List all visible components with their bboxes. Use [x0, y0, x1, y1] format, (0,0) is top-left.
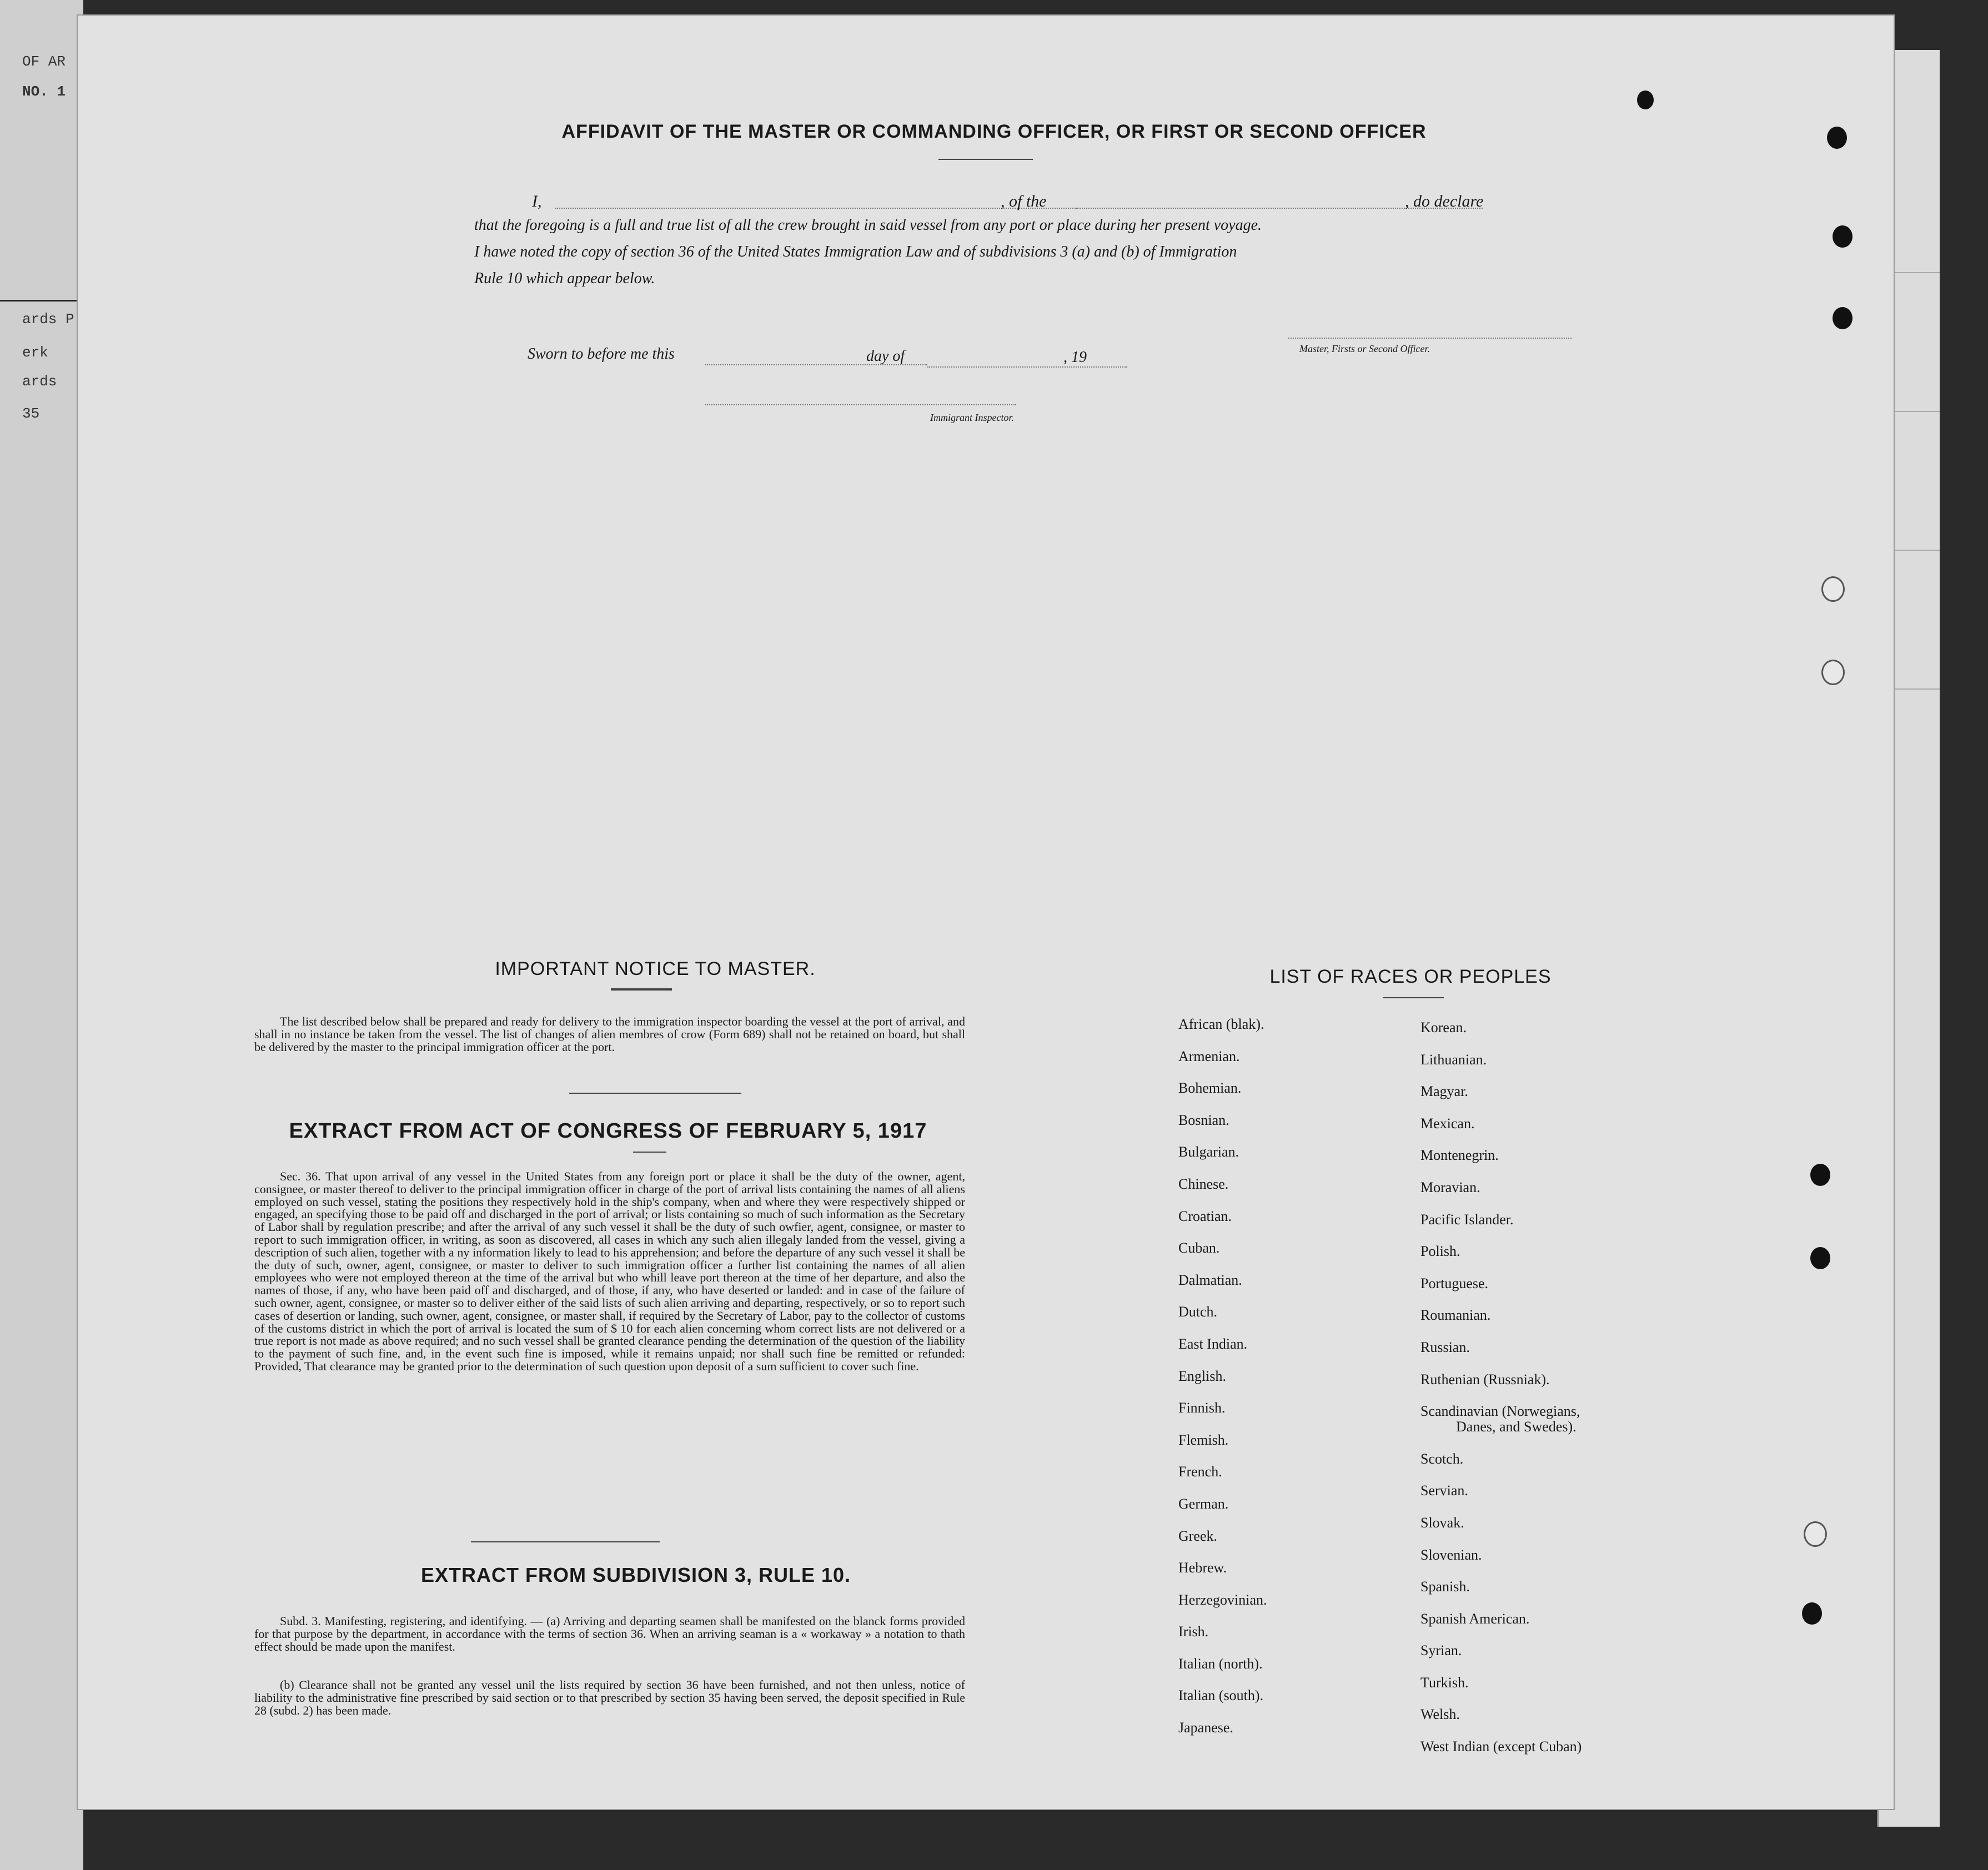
punch-hole	[1637, 91, 1654, 109]
side-fragment: OF AR	[22, 53, 66, 70]
declarant-name-field[interactable]	[555, 208, 1077, 209]
punch-hole	[1804, 1521, 1827, 1547]
race-item: English.	[1178, 1368, 1226, 1384]
race-item: Danes, and Swedes).	[1456, 1419, 1577, 1435]
races-right-column	[1420, 1019, 1731, 1771]
punch-hole	[1810, 1164, 1830, 1186]
master-signature-label: Master, Firsts or Second Officer.	[1299, 343, 1430, 354]
rule-extract-text-b: (b) Clearance shall not be granted any vessel unil the lists required by section 36 have been furnished, and not then unless, notice of liability to the administrative fine prescribed by said section or to that prescribed by section 35 having been served, the deposit specified in Rule 28 (subd. 2) has been made.	[254, 1678, 965, 1717]
master-signature-field[interactable]	[1288, 338, 1572, 339]
race-item: Mexican.	[1420, 1115, 1475, 1132]
race-item: Portuguese.	[1420, 1275, 1489, 1291]
year-label: , 19	[1063, 349, 1087, 366]
race-item: Japanese.	[1178, 1720, 1233, 1736]
race-item: Irish.	[1178, 1623, 1209, 1640]
race-item: Russian.	[1420, 1339, 1470, 1355]
race-item: African (blak).	[1178, 1016, 1264, 1032]
inspector-signature-field[interactable]	[705, 404, 1016, 405]
race-item: Polish.	[1420, 1243, 1460, 1260]
document-page	[78, 16, 1894, 1809]
declarant-prefix: I,	[532, 192, 542, 210]
day-of-label: day of	[866, 348, 905, 365]
race-item: Bohemian.	[1178, 1080, 1242, 1097]
punch-hole	[1833, 225, 1853, 248]
race-item: Italian (north).	[1178, 1655, 1263, 1672]
left-page-edge	[0, 0, 83, 1870]
race-item: Scotch.	[1420, 1450, 1464, 1467]
race-item: Slovak.	[1420, 1514, 1464, 1531]
punch-hole	[1827, 127, 1847, 149]
race-item: German.	[1178, 1495, 1229, 1512]
divider	[0, 300, 83, 301]
divider	[471, 1541, 660, 1542]
side-fragment: NO. 1	[22, 83, 66, 100]
do-declare-label: , do declare	[1405, 192, 1484, 210]
divider	[633, 1152, 666, 1153]
race-item: Servian.	[1420, 1482, 1468, 1499]
divider	[1383, 997, 1444, 998]
race-item: Bulgarian.	[1178, 1144, 1239, 1160]
side-fragment: 35	[22, 405, 40, 422]
race-item: Bosnian.	[1178, 1112, 1229, 1128]
act-extract-title: EXTRACT FROM ACT OF CONGRESS OF FEBRUARY 5, 1917	[289, 1119, 927, 1143]
race-item: Cuban.	[1178, 1240, 1220, 1256]
divider	[611, 988, 672, 991]
races-left-column	[1178, 1016, 1378, 1752]
race-item: Ruthenian (Russniak).	[1420, 1371, 1550, 1388]
inspector-label: Immigrant Inspector.	[930, 412, 1014, 423]
side-fragment: ards P	[22, 311, 74, 328]
race-item: Moravian.	[1420, 1179, 1480, 1195]
race-item: Spanish.	[1420, 1579, 1470, 1595]
race-item: Dalmatian.	[1178, 1271, 1242, 1288]
races-title: LIST OF RACES OR PEOPLES	[1269, 966, 1552, 987]
affidavit-title: AFFIDAVIT OF THE MASTER OR COMMANDING OFFICER, OR FIRST OR SECOND OFFICER	[561, 121, 1427, 142]
sworn-label: Sworn to before me this	[528, 345, 675, 363]
punch-hole	[1821, 576, 1845, 602]
affidavit-line: that the foregoing is a full and true list of all the crew brought in said vessel from any port or place during her present voyage.	[474, 217, 1262, 234]
race-item: Montenegrin.	[1420, 1147, 1499, 1164]
divider	[569, 1093, 741, 1094]
race-item: Scandinavian (Norwegians,	[1420, 1403, 1580, 1420]
rule-extract-text-a: Subd. 3. Manifesting, registering, and identifying. — (a) Arriving and departing seamen shall be manifested on the blanck forms provided for that purpose by the department, in accordance with the terms of section 36. When an arriving seaman is a « workaway » a notation to thath effect should be made upon the manifest.	[254, 1614, 965, 1653]
punch-hole	[1833, 307, 1853, 329]
race-item: Magyar.	[1420, 1083, 1468, 1100]
affidavit-line: Rule 10 which appear below.	[474, 270, 655, 287]
race-item: Chinese.	[1178, 1175, 1229, 1192]
race-item: Flemish.	[1178, 1431, 1229, 1448]
side-fragment: erk	[22, 344, 48, 361]
punch-hole	[1802, 1602, 1822, 1625]
punch-hole	[1821, 660, 1845, 685]
race-item: Turkish.	[1420, 1674, 1469, 1691]
race-item: Slovenian.	[1420, 1546, 1482, 1563]
sworn-month-field[interactable]	[927, 366, 1127, 368]
affidavit-line: I hawe noted the copy of section 36 of the United States Immigration Law and of subdivisions 3 (a) and (b) of Immigration	[474, 243, 1237, 260]
notice-text: The list described below shall be prepared and ready for delivery to the immigration inspector boarding the vessel at the port of arrival, and shall in no instance be taken from the vessel. The list of changes of alien membres of crow (Form 689) shall not be retained on board, but shall be delivered by the master to the principal immigration officer at the port.	[254, 1014, 965, 1054]
race-item: Italian (south).	[1178, 1687, 1264, 1704]
race-item: East Indian.	[1178, 1335, 1248, 1352]
race-item: Hebrew.	[1178, 1560, 1227, 1576]
notice-title: IMPORTANT NOTICE TO MASTER.	[495, 958, 816, 979]
race-item: Herzegovinian.	[1178, 1591, 1267, 1608]
race-item: Greek.	[1178, 1527, 1218, 1544]
act-extract-text: Sec. 36. That upon arrival of any vessel in the United States from any foreign port or place it shall be the duty of the owner, agent, consignee, or master thereof to deliver to the principal immigration officer in charge of the port of arrival lists containing the names of all aliens employed on such vessel, stating the positions they respectively hold in the ship's company, when and where they were respectively shipped or engaged, an specifying those to be paid off and discharged in the port of arrival; or lists containing so much of such information as the Secretary of Labor shall by regulation prescribe; and after the arrival of any such vessel it shall be the duty of such owfier, agent, consignee, or master to report to such immigration officer, in writing, as soon as discovered, all cases in which any such alien illegaly landed from the vessel, giving a description of such alien, together with a ny information likely to lead to his apprehension; and before the departure of any such vessel it shall be the duty of such, owner, agent, consignee, or master to deliver to such immigration officer a further list containing the names of all alien employees who were not employed thereon at the time of the arrival but who whill leave port thereon at the time of her departure, and also the names of those, if any, who have been paid off and discharged, and of those, if any, who have deserted or landed: and in case of the failure of such owner, agent, consignee, or master so to deliver either of the said lists of such alien arriving and departing, respectively, or so to report such cases of desertion or landing, such owner, agent, consignee, or master shall, if required by the Secretary of Labor, pay to the collector of customs of the customs district in which the port of arrival is located the sum of $ 10 for each alien concerning whom correct lists are not delivered or a true report is not made as above required; and no such vessel shall be granted clearance pending the determination of the question of the liability to the payment of such fine, and, in the event such fine is imposed, while it remains unpaid; nor shall such fine be remitted or refunded: Provided, That clearance may be granted prior to the determination of such question upon deposit of a sum sufficient to cover such fine.	[254, 1169, 965, 1373]
divider	[938, 159, 1033, 160]
rule-extract-title: EXTRACT FROM SUBDIVISION 3, RULE 10.	[420, 1564, 851, 1586]
race-item: Dutch.	[1178, 1304, 1218, 1320]
race-item: French.	[1178, 1464, 1222, 1480]
race-item: Armenian.	[1178, 1048, 1240, 1064]
race-item: Roumanian.	[1420, 1307, 1491, 1324]
race-item: Finnish.	[1178, 1400, 1226, 1416]
race-item: Welsh.	[1420, 1706, 1460, 1723]
side-fragment: ards	[22, 373, 57, 390]
race-item: Croatian.	[1178, 1208, 1232, 1224]
race-item: West Indian (except Cuban)	[1420, 1738, 1582, 1755]
of-the-label: , of the	[1001, 192, 1047, 210]
race-item: Korean.	[1420, 1019, 1467, 1035]
race-item: Lithuanian.	[1420, 1051, 1487, 1068]
race-item: Syrian.	[1420, 1642, 1462, 1659]
race-item: Pacific Islander.	[1420, 1211, 1514, 1228]
punch-hole	[1810, 1247, 1830, 1269]
race-item: Spanish American.	[1420, 1610, 1530, 1627]
